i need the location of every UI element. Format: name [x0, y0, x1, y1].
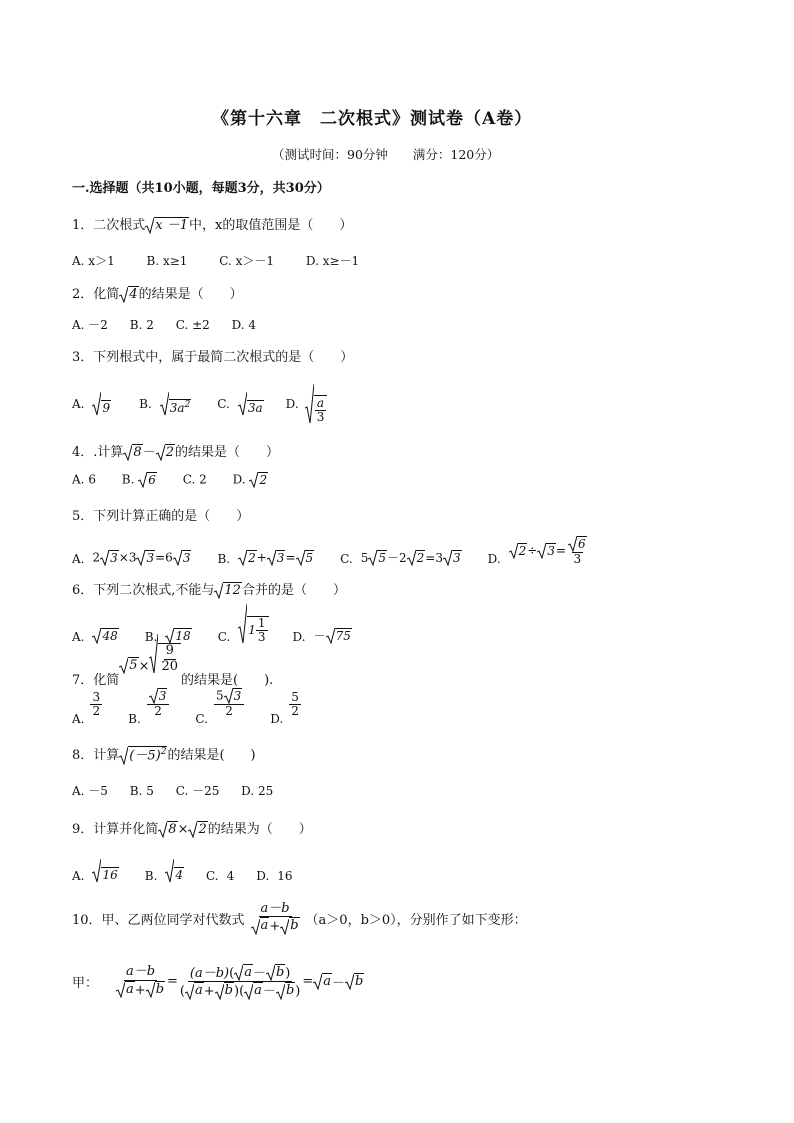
- q9-suffix: 的结果为（ ）: [207, 822, 312, 837]
- question-3: 3．下列根式中，属于最简二次根式的是（ ）: [72, 350, 354, 365]
- q8-option-d: D. 25: [241, 784, 274, 798]
- q9-option-a: 16: [92, 859, 118, 883]
- q9-prefix: 9．计算并化简: [72, 822, 159, 837]
- q9-option-b: 4: [165, 859, 184, 883]
- q3-option-b: $3a^2$: [160, 392, 192, 416]
- question-7: 7．化简 5 × $\frac{9}{20}$ 的结果是( ).: [72, 648, 273, 688]
- question-2: [72, 283, 243, 303]
- q3-option-c-label: C.: [217, 397, 230, 411]
- q2-option-b: B. 2: [129, 318, 154, 332]
- q4-option-d: 2: [249, 472, 268, 488]
- q5-option-d: 2 ÷ 3 = $\frac{6}{3}$: [509, 536, 589, 566]
- question-1: [72, 214, 352, 234]
- q4-prefix: 4．.计算: [72, 445, 124, 460]
- q2-suffix: 的结果是（ ）: [138, 287, 243, 302]
- q1-option-d: D. x≥－1: [305, 254, 360, 268]
- q7-option-c: 5 3 2: [214, 688, 244, 718]
- q2-option-c: C. ±2: [175, 318, 210, 332]
- q7-option-a: $\frac{3}{2}$: [92, 689, 101, 718]
- q4-option-c: 2: [199, 472, 207, 487]
- q8-prefix: 8．计算: [72, 748, 120, 763]
- q3-option-d: $\frac{a}{3}$: [305, 384, 328, 424]
- q3-options: [72, 384, 327, 424]
- q10-expression: a－b a + b: [249, 902, 302, 935]
- q4-option-a: 6: [88, 472, 96, 487]
- q10-jia-derivation: 甲： a－b a + b = (a－b) ( a － b ) ( a + b )( a － b ) = a － b: [72, 964, 364, 1000]
- q1-suffix: 中，x的取值范围是（ ）: [189, 218, 353, 233]
- q5-option-c: 5 5 －2 2 =3 3: [360, 550, 461, 565]
- q1-radical: x －1: [145, 217, 189, 234]
- q2-options: [72, 316, 256, 333]
- q7-prefix: 7．化简: [72, 673, 120, 688]
- q7-suffix: 的结果是( ).: [181, 673, 274, 688]
- q5-options: A. 2 3 ×3 3 =6 3 B. 2 + 3 = 5 C. 5 5 －2 2 =3 3 D. 2 ÷ 3 = $\frac{6}{3}$: [72, 528, 589, 566]
- q8-option-c: C. －25: [175, 784, 220, 798]
- q4-suffix: 的结果是（ ）: [174, 445, 279, 460]
- q1-option-b: B. x≥1: [146, 254, 188, 268]
- question-6: 6．下列二次根式,不能与 12 合并的是（ ）: [72, 582, 346, 598]
- q3-option-b-label: B.: [139, 397, 152, 411]
- q3-option-a-label: A.: [72, 397, 85, 411]
- q8-options: [72, 782, 273, 799]
- q7-options: A. $\frac{3}{2}$ B. $\frac{3}{2}$ C. 5 3 2 D. $\frac{5}{2}$: [72, 688, 299, 726]
- q9-options: A. 16 B. 4 C. 4 D. 16: [72, 859, 293, 883]
- q10-suffix: （a＞0，b＞0），分别作了如下变形：: [305, 912, 527, 928]
- q7-option-b: $\frac{3}{2}$: [147, 688, 170, 718]
- question-8: 8．计算 $(-5)^2$ 的结果是( ): [72, 747, 256, 764]
- q6-option-b: 18: [165, 628, 191, 644]
- q8-suffix: 的结果是( ): [167, 748, 256, 763]
- q4-option-b: 6: [138, 472, 157, 488]
- q10-prefix: 10．甲、乙两位同学对代数式: [72, 912, 245, 928]
- q1-option-a: A. x＞1: [72, 254, 115, 268]
- q6-prefix: 6．下列二次根式,不能与: [72, 583, 215, 598]
- q1-options: [72, 252, 359, 269]
- page-subtitle: （测试时间：90分钟 满分：120分）: [272, 147, 500, 162]
- q3-option-a: 9: [92, 392, 111, 416]
- q6-options: A. 48 B. 18 C. 1 $\frac{1}{3}$ D. － 75: [72, 604, 352, 644]
- q3-option-c: 3a: [238, 392, 264, 416]
- q6-option-a: 48: [92, 628, 118, 644]
- q1-option-c: C. x＞－1: [219, 254, 275, 268]
- q2-prefix: 2．化简: [72, 287, 120, 302]
- question-4: 4．.计算 8 － 2 的结果是（ ）: [72, 444, 279, 460]
- q2-option-d: D. 4: [231, 318, 257, 332]
- q2-radical: 4: [119, 286, 138, 303]
- q7-option-d: $\frac{5}{2}$: [291, 689, 299, 718]
- q6-suffix: 合并的是（ ）: [241, 583, 346, 598]
- q5-option-a: 2 3 ×3 3 =6 3: [92, 550, 191, 565]
- question-9: 9．计算并化简 8 × 2 的结果为（ ）: [72, 821, 312, 837]
- q3-option-d-label: D.: [285, 397, 299, 411]
- section-heading: 一.选择题（共10小题，每题3分，共30分）: [72, 181, 330, 196]
- q9-option-c: 4: [226, 869, 235, 883]
- q6-option-c: 1 $\frac{1}{3}$: [238, 604, 268, 644]
- page-title: 《第十六章 二次根式》测试卷（A卷）: [212, 109, 533, 129]
- jia-label: 甲：: [72, 976, 99, 992]
- q4-options: A. 6 B. 6 C. 2 D. 2: [72, 472, 268, 487]
- question-10: [72, 902, 527, 935]
- q2-option-a: A. －2: [72, 318, 108, 332]
- q6-option-d: － 75: [313, 628, 351, 643]
- question-5: 5．下列计算正确的是（ ）: [72, 509, 250, 524]
- q9-option-d: 16: [277, 869, 293, 883]
- q8-option-b: B. 5: [129, 784, 154, 798]
- q5-option-b: 2 + 3 = 5: [238, 550, 314, 566]
- q1-prefix: 1．二次根式: [72, 218, 146, 233]
- q8-option-a: A. －5: [72, 784, 108, 798]
